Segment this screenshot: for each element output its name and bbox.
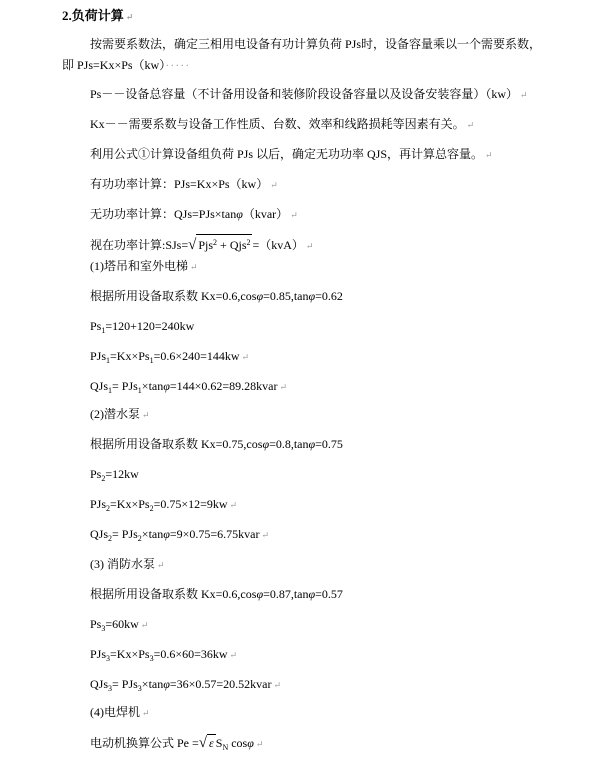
s1-coefficients: 根据所用设备取系数 Kx=0.6,cosφ=0.85,tanφ=0.62 [90, 289, 343, 303]
s2-pjs: $PJs_2=Kx\times Ps_2=0.75\times 12=9kw$ ↵ [90, 497, 238, 513]
paragraph-mark: ↵ [125, 12, 134, 22]
leader-dots: ····· [165, 58, 191, 72]
radicand: ε [209, 736, 214, 750]
formula-apparent-power: 视在功率计算:SJs=√ Pjs$^2$ + Qjs$^2$ =（kvA） ↵ [90, 234, 313, 254]
s1-pjs: $PJs_1=Kx\times Ps_1=0.6\times 240=144kw$ ↵ [90, 349, 250, 365]
subsection-3-title: (3) 消防水泵 ↵ [90, 557, 165, 571]
s3-ps: $Ps_3=60kw$ ↵ [90, 617, 149, 633]
subsection-4-title: (4)电焊机 ↵ [90, 705, 150, 719]
method-text: 利用公式①计算设备组负荷 PJs 以后，确定无功功率 QJS，再计算总容量。 ↵ [90, 147, 493, 161]
s1-ps: $Ps_1=120+120=240kw$ [90, 319, 195, 335]
s3-coefficients: 根据所用设备取系数 Kx=0.6,cosφ=0.87,tanφ=0.57 [90, 587, 343, 601]
section-heading: 2.负荷计算 ↵ [62, 8, 134, 23]
subsection-2-title: (2)潜水泵 ↵ [90, 407, 150, 421]
s3-qjs: QJs$_3$= PJs$_3$×tanφ=36×0.57=20.52kvar ↵ [90, 677, 282, 693]
s4-motor-formula: 电动机换算公式 Pe =√ ε $S_N$ cosφ ↵ [90, 735, 264, 752]
s2-coefficients: 根据所用设备取系数 Kx=0.75,cosφ=0.8,tanφ=0.75 [90, 437, 343, 451]
s2-qjs: QJs$_2$= PJs$_2$×tanφ=9×0.75=6.75kvar ↵ [90, 527, 270, 543]
s1-qjs: QJs$_1$= PJs$_1$×tanφ=144×0.62=89.28kvar ↵ [90, 379, 288, 395]
radicand: Pjs$^2$ + Qjs$^2$ [196, 234, 252, 253]
sqrt-symbol: √ [198, 735, 208, 751]
intro-line-2: 即 PJs=Kx×Ps（kw）····· [62, 58, 191, 72]
intro-line-1: 按需要系数法，确定三相用电设备有功计算负荷 PJs时，设备容量乘以一个需要系数， [90, 37, 542, 51]
definition-kx: Kx－－需要系数与设备工作性质、台数、效率和线路损耗等因素有关。 ↵ [90, 117, 475, 131]
formula-reactive-power: 无功功率计算：QJs=PJs×tanφ（kvar） ↵ [90, 207, 298, 221]
sqrt-symbol: √ [188, 237, 197, 253]
subsection-1-title: (1)塔吊和室外电梯 ↵ [90, 259, 198, 273]
s3-pjs: $PJs_3=Kx\times Ps_3=0.6\times 60=36kw$ ↵ [90, 647, 238, 663]
formula-active-power: 有功功率计算：PJs=Kx×Ps（kw） ↵ [90, 177, 278, 191]
s2-ps: $Ps_2=12kw$ [90, 467, 139, 483]
definition-ps: Ps－－设备总容量（不计备用设备和装修阶段设备容量以及设备安装容量）（kw） ↵ [90, 87, 528, 101]
